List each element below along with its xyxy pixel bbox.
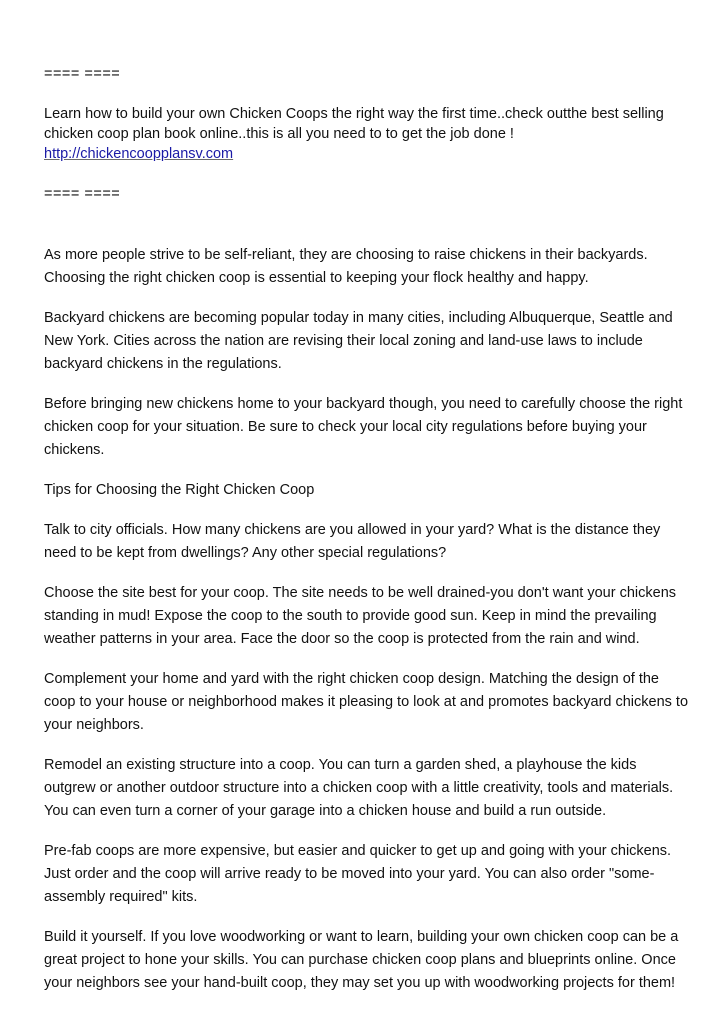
intro-text: Learn how to build your own Chicken Coops the right way the first time..check outthe best selling chicken coop plan book online..this is all you need to to get the job done ! xyxy=(44,106,664,142)
paragraph-intro: As more people strive to be self-reliant, they are choosing to raise chickens in their backyards. Choosing the right chicken coop is essential to keeping your flock healthy and happy. xyxy=(44,247,648,286)
paragraph-design: Complement your home and yard with the right chicken coop design. Matching the design of the coop to your house or neighborhood makes it pleasing to look at and promotes backyard chickens to your neighbors. xyxy=(44,671,689,733)
paragraph-build-yourself: Build it yourself. If you love woodworking or want to learn, building your own chicken coop can be a great project to hone your skills. You can purchase chicken coop plans and blueprints online. Once your neighbors see your hand-built coop, they may set you up with woodworking projects for them! xyxy=(44,929,679,991)
paragraph-popularity: Backyard chickens are becoming popular today in many cities, including Albuquerque, Seattle and New York. Cities across the nation are revising their local zoning and land-use laws to include backyard chickens in the regulations. xyxy=(44,310,673,372)
paragraph-prefab: Pre-fab coops are more expensive, but easier and quicker to get up and going with your chickens. Just order and the coop will arrive ready to be moved into your yard. You can also order "some-assembly required" kits. xyxy=(44,843,672,905)
separator-bottom: ==== ==== xyxy=(44,186,121,202)
promo-link[interactable]: http://chickencoopplansv.com xyxy=(44,146,234,162)
paragraph-regulations: Before bringing new chickens home to your backyard though, you need to carefully choose the right chicken coop for your situation. Be sure to check your local city regulations before buying your chickens. xyxy=(44,396,683,458)
document-content xyxy=(44,64,690,1012)
section-heading-tips: Tips for Choosing the Right Chicken Coop xyxy=(44,482,315,498)
paragraph-city-officials: Talk to city officials. How many chickens are you allowed in your yard? What is the distance they need to be kept from dwellings? Any other special regulations? xyxy=(44,522,661,561)
paragraph-site: Choose the site best for your coop. The site needs to be well drained-you don't want your chickens standing in mud! Expose the coop to the south to provide good sun. Keep in mind the prevailing weather patterns in your area. Face the door so the coop is protected from the rain and wind. xyxy=(44,585,677,647)
article-body xyxy=(44,244,690,995)
separator-top: ==== ==== xyxy=(44,66,121,82)
paragraph-remodel: Remodel an existing structure into a coop. You can turn a garden shed, a playhouse the kids outgrew or another outdoor structure into a chicken coop with a little creativity, tools and materials. You can even turn a corner of your garage into a chicken house and build a run outside. xyxy=(44,757,674,819)
intro-block xyxy=(44,104,690,164)
